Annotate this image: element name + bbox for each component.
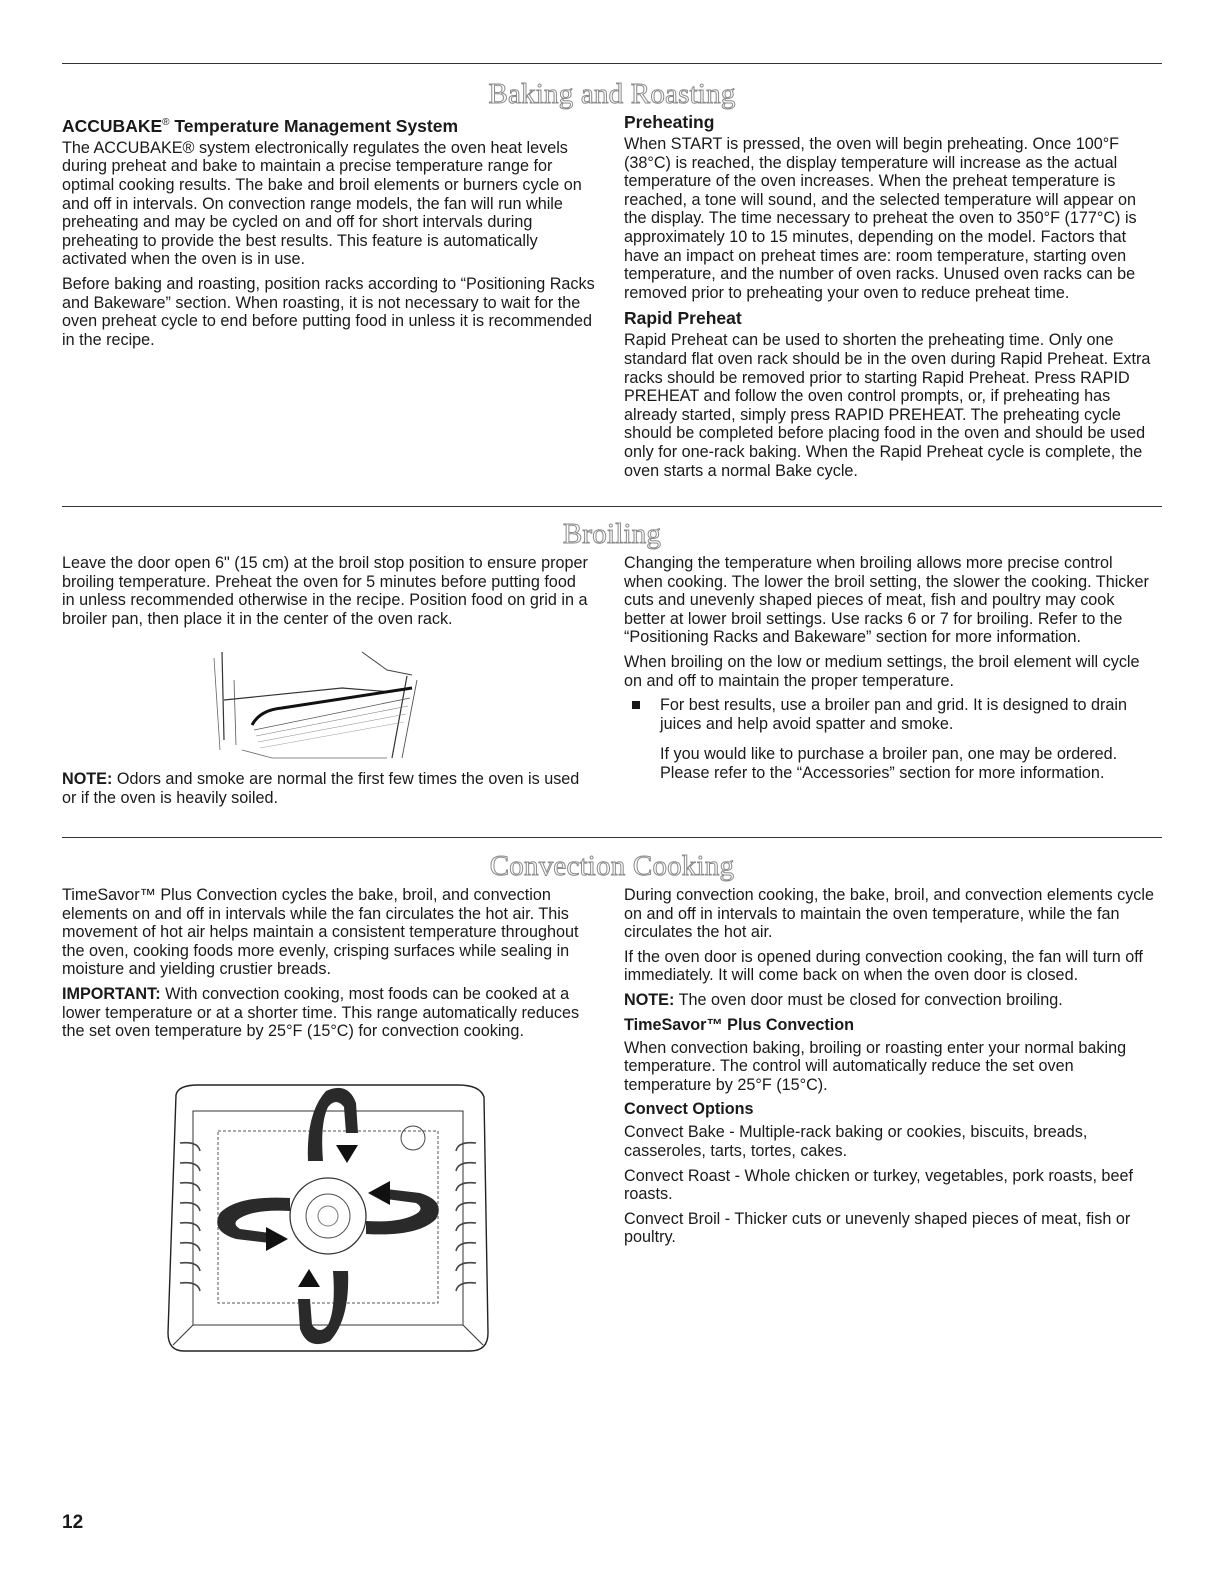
convect-broil-option: Convect Broil - Thicker cuts or unevenly shaped pieces of meat, fish or poultry. xyxy=(624,1209,1131,1247)
page-number: 12 xyxy=(62,1512,84,1533)
section-title-broiling: Broiling xyxy=(562,518,662,550)
timesavor-paragraph: TimeSavor™ Plus Convection cycles the bake, broil, and convection elements on and off in intervals while the fan circulates the hot air. This movement of hot air helps maintain a consistent temperature throughout the oven, cooking foods more evenly, crisping surfaces while sealing in moisture and yielding crustier breads. xyxy=(62,886,579,979)
section-rule-broiling xyxy=(62,506,1162,507)
baking-right-column xyxy=(624,112,1154,486)
baking-left-column xyxy=(62,112,602,355)
broil-temperature-paragraph: Changing the temperature when broiling allows more precise control when cooking. The lower the broil setting, the slower the cooking. Thicker cuts and unevenly shaped pieces of meat, fish and poultry may cook better at lower broil settings. Use racks 6 or 7 for broiling. Refer to the “Positioning Racks and Bakeware” section for more information. xyxy=(624,554,1149,647)
broiler-pan-bullet: For best results, use a broiler pan and grid. It is designed to drain juices and help avoid spatter and smoke. xyxy=(624,696,1154,733)
rapid-preheat-heading: Rapid Preheat xyxy=(624,308,742,329)
broiling-right-column xyxy=(624,554,1154,789)
timesavor-instructions: When convection baking, broiling or roasting enter your normal baking temperature. The control will automatically reduce the set oven temperature by 25°F (15°C). xyxy=(624,1038,1127,1094)
accubake-paragraph: The ACCUBAKE® system electronically regulates the oven heat levels during preheat and bake to maintain a precise temperature range for optimal cooking results. The bake and broil elements or burners cycle on and off in intervals. On convection range models, the fan will run while preheating and may be cycled on and off for short intervals during preheating to provide the best results. This feature is automatically activated when the oven is in use. xyxy=(62,138,582,269)
preheating-heading: Preheating xyxy=(624,112,715,132)
convection-right-column xyxy=(624,886,1154,1253)
note-text: Odors and smoke are normal the first few times the oven is used or if the oven is heavily soiled. xyxy=(62,770,580,807)
oven-door-broil-illustration xyxy=(212,650,452,760)
note-label: NOTE: xyxy=(62,770,113,788)
broil-door-paragraph: Leave the door open 6" (15 cm) at the broil stop position to ensure proper broiling temperature. Preheat the oven for 5 minutes before putting food in unless recommended otherwise in the recipe. Position food on grid in a broiler pan, then place it in the center of the oven rack. xyxy=(62,554,588,628)
broiling-note xyxy=(62,770,592,813)
door-open-paragraph: If the oven door is opened during convection cooking, the fan will turn off immediately. It will come back on when the oven door is closed. xyxy=(624,947,1143,985)
bullet-square-icon xyxy=(632,701,640,709)
positioning-paragraph: Before baking and roasting, position racks according to “Positioning Racks and Bakeware” section. When roasting, it is not necessary to wait for the oven preheat cycle to end before putting food in unless it is recommended in the recipe. xyxy=(62,274,595,349)
rapid-preheat-paragraph: Rapid Preheat can be used to shorten the preheating time. Only one standard flat oven rack should be in the oven during Rapid Preheat. Extra racks should be removed prior to starting Rapid Preheat. Press RAPID PREHEAT and follow the oven control prompts, or, if preheating has already started, simply press RAPID PREHEAT. The preheating cycle should be completed before placing food in the oven and should be used only for one-rack baking. When the Rapid Preheat cycle is complete, the oven starts a normal Bake cycle. xyxy=(624,331,1151,480)
timesavor-heading: TimeSavor™ Plus Convection xyxy=(624,1015,854,1034)
convection-oven-airflow-illustration xyxy=(158,1083,498,1363)
convect-roast-option: Convect Roast - Whole chicken or turkey, vegetables, pork roasts, beef roasts. xyxy=(624,1166,1133,1204)
section-title-convection: Convection Cooking xyxy=(489,850,735,882)
section-rule-baking xyxy=(62,63,1162,64)
convect-bake-option: Convect Bake - Multiple-rack baking or cookies, biscuits, breads, casseroles, tarts, tortes, cakes. xyxy=(624,1123,1088,1160)
convect-options-heading: Convect Options xyxy=(624,1100,754,1119)
preheating-paragraph: When START is pressed, the oven will begin preheating. Once 100°F (38°C) is reached, the display temperature will increase as the actual temperature of the oven increases. When the preheat temperature is reached, a tone will sound, and the selected temperature will appear on the display. The time necessary to preheat the oven to 350°F (177°C) is approximately 10 to 15 minutes, depending on the model. Factors that have an impact on preheat times are: room temperature, starting oven temperature, and the number of oven racks. Unused oven racks can be removed prior to preheating your oven to reduce preheat time. xyxy=(624,135,1137,302)
convection-note: NOTE: The oven door must be closed for convection broiling. xyxy=(624,990,1063,1009)
section-title-baking: Baking and Roasting xyxy=(488,78,736,110)
broiling-left-column xyxy=(62,554,592,634)
broil-setting-paragraph: When broiling on the low or medium settings, the broil element will cycle on and off to maintain the proper temperature. xyxy=(624,652,1140,690)
section-rule-convection xyxy=(62,837,1162,838)
accubake-heading: ACCUBAKE® Temperature Management System xyxy=(62,115,459,136)
convection-cycle-paragraph: During convection cooking, the bake, broil, and convection elements cycle on and off in intervals to maintain the oven temperature, while the fan circulates the hot air. xyxy=(624,886,1154,942)
broiler-pan-order-paragraph: If you would like to purchase a broiler pan, one may be ordered. Please refer to the “Accessories” section for more information. xyxy=(660,745,1118,782)
important-paragraph: IMPORTANT: With convection cooking, most foods can be cooked at a lower temperature or at a shorter time. This range automatically reduces the set oven temperature by 25°F (15°C) for convection cooking. xyxy=(62,984,580,1041)
convection-left-column xyxy=(62,886,592,1047)
